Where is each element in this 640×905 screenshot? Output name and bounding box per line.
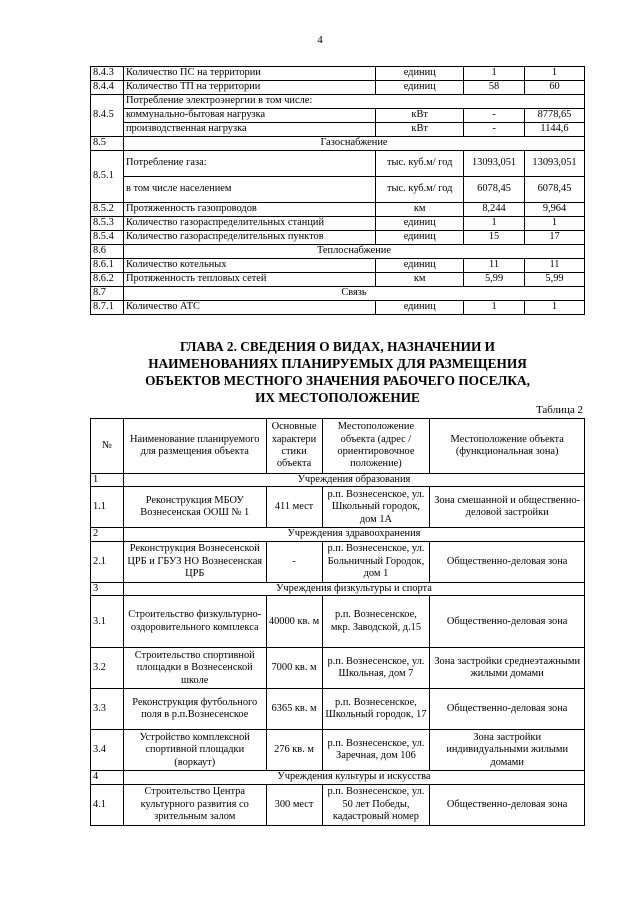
unit: единиц [376,231,464,245]
table-row [91,730,585,771]
value-planned: 1 [525,67,585,81]
object-characteristics: 276 кв. м [266,730,322,771]
unit: км [376,203,464,217]
section-title: Учреждения физкультуры и спорта [123,582,584,595]
indicator-name: Количество газораспределительных станций [123,217,375,231]
row-number: 8.5.2 [91,203,124,217]
table-row [91,541,585,582]
header-location: Местоположение объекта (адрес / ориентировочное положение) [322,419,430,474]
table-row [91,177,585,203]
row-number: 2.1 [91,541,124,582]
table-row [91,648,585,689]
section-title: Учреждения здравоохранения [123,528,584,541]
section-title: Газоснабжение [123,137,584,151]
object-characteristics: 40000 кв. м [266,596,322,648]
table-header-row [91,419,585,474]
table-row [91,67,585,81]
chapter-heading [90,338,585,406]
indicators-table [90,66,585,315]
table-row [91,123,585,137]
object-name: Строительство спортивной площадки в Вознесенской школе [123,648,266,689]
section-row [91,582,585,595]
unit: км [376,273,464,287]
table-row [91,487,585,528]
value-current: 6078,45 [464,177,525,203]
object-location: р.п. Вознесенское, ул. Школьный городок, дом 1А [322,487,430,528]
object-location: р.п. Вознесенское, ул. Больничный Городок, дом 1 [322,541,430,582]
table-row [91,151,585,177]
functional-zone: Общественно-деловая зона [430,784,585,825]
section-title: Учреждения образования [123,474,584,487]
unit: тыс. куб.м/ год [376,177,464,203]
object-location: р.п. Вознесенское, Школьный городок, 17 [322,689,430,730]
value-current: 15 [464,231,525,245]
row-number: 4 [91,771,124,784]
table-row [91,301,585,315]
row-number: 3.2 [91,648,124,689]
header-num: № [91,419,124,474]
object-name: Реконструкция Вознесенской ЦРБ и ГБУЗ НО Вознесенская ЦРБ [123,541,266,582]
indicator-name: коммунально-бытовая нагрузка [123,109,375,123]
indicator-name: Количество ТП на территории [123,81,375,95]
planned-objects-table [90,418,585,826]
indicator-name: Потребление газа: [123,151,375,177]
row-number: 8.6 [91,245,124,259]
row-number: 8.6.2 [91,273,124,287]
object-characteristics: 6365 кв. м [266,689,322,730]
functional-zone: Общественно-деловая зона [430,541,585,582]
table-row [91,231,585,245]
row-number: 3 [91,582,124,595]
object-characteristics: 7000 кв. м [266,648,322,689]
value-current: 1 [464,301,525,315]
section-title: Связь [123,287,584,301]
table-row [91,109,585,123]
indicator-name: Количество газораспределительных пунктов [123,231,375,245]
unit: единиц [376,259,464,273]
unit: тыс. куб.м/ год [376,151,464,177]
value-current: - [464,123,525,137]
row-number: 8.7.1 [91,301,124,315]
value-current: 1 [464,67,525,81]
indicators-table-body [91,67,585,315]
row-number: 8.5.4 [91,231,124,245]
row-number: 2 [91,528,124,541]
indicator-name: Количество ПС на территории [123,67,375,81]
object-name: Строительство Центра культурного развития со зрительным залом [123,784,266,825]
value-current: 5,99 [464,273,525,287]
section-title: Учреждения культуры и искусства [123,771,584,784]
chapter-heading-line: ГЛАВА 2. СВЕДЕНИЯ О ВИДАХ, НАЗНАЧЕНИИ И [180,339,495,354]
object-name: Строительство физкультурно-оздоровительного комплекса [123,596,266,648]
chapter-heading-line: ОБЪЕКТОВ МЕСТНОГО ЗНАЧЕНИЯ РАБОЧЕГО ПОСЕЛКА, [145,373,530,388]
indicator-name: Потребление электроэнергии в том числе: [123,95,584,109]
value-current: - [464,109,525,123]
indicator-name: Количество котельных [123,259,375,273]
object-characteristics: 411 мест [266,487,322,528]
table-row [91,273,585,287]
functional-zone: Зона застройки среднеэтажными жилыми домами [430,648,585,689]
functional-zone: Общественно-деловая зона [430,596,585,648]
section-row [91,287,585,301]
chapter-heading-line: ИХ МЕСТОПОЛОЖЕНИЕ [255,390,420,405]
header-zone: Местоположение объекта (функциональная зона) [430,419,585,474]
functional-zone: Общественно-деловая зона [430,689,585,730]
object-location: р.п. Вознесенское, ул. Школьная, дом 7 [322,648,430,689]
value-planned: 1 [525,217,585,231]
section-row [91,137,585,151]
unit: кВт [376,109,464,123]
table-row [91,689,585,730]
table-row [91,95,585,109]
object-location: р.п. Вознесенское, ул. Заречная, дом 106 [322,730,430,771]
object-characteristics: - [266,541,322,582]
table-caption: Таблица 2 [535,404,583,416]
row-number: 8.7 [91,287,124,301]
unit: единиц [376,67,464,81]
section-title: Теплоснабжение [123,245,584,259]
value-planned: 5,99 [525,273,585,287]
unit: единиц [376,81,464,95]
value-planned: 6078,45 [525,177,585,203]
row-number: 3.3 [91,689,124,730]
table-row [91,784,585,825]
table-row [91,81,585,95]
row-number: 8.5.3 [91,217,124,231]
chapter-heading-line: НАИМЕНОВАНИЯХ ПЛАНИРУЕМЫХ ДЛЯ РАЗМЕЩЕНИЯ [148,356,527,371]
indicator-name: Протяженность газопроводов [123,203,375,217]
value-planned: 9,964 [525,203,585,217]
value-current: 11 [464,259,525,273]
table-row [91,217,585,231]
table-row [91,203,585,217]
value-planned: 8778,65 [525,109,585,123]
header-characteristics: Основные характери стики объекта [266,419,322,474]
indicator-name: Протяженность тепловых сетей [123,273,375,287]
row-number: 8.5 [91,137,124,151]
indicator-name: производственная нагрузка [123,123,375,137]
object-name: Устройство комплексной спортивной площадки (воркаут) [123,730,266,771]
functional-zone: Зона застройки индивидуальными жилыми домами [430,730,585,771]
header-name: Наименование планируемого для размещения объекта [123,419,266,474]
row-number: 3.1 [91,596,124,648]
object-name: Реконструкция МБОУ Вознесенская ООШ № 1 [123,487,266,528]
functional-zone: Зона смешанной и общественно-деловой застройки [430,487,585,528]
row-number: 8.6.1 [91,259,124,273]
indicator-name: в том числе населением [123,177,375,203]
planned-objects-table-body [91,474,585,826]
value-current: 13093,051 [464,151,525,177]
row-number: 8.5.1 [91,151,124,203]
section-row [91,245,585,259]
object-location: р.п. Вознесенское, ул. 50 лет Победы, кадастровый номер [322,784,430,825]
indicator-name: Количество АТС [123,301,375,315]
object-characteristics: 300 мест [266,784,322,825]
row-number: 1 [91,474,124,487]
section-row [91,771,585,784]
object-name: Реконструкция футбольного поля в р.п.Вознесенское [123,689,266,730]
row-number: 8.4.3 [91,67,124,81]
section-row [91,474,585,487]
row-number: 8.4.5 [91,95,124,137]
unit: кВт [376,123,464,137]
value-planned: 17 [525,231,585,245]
row-number: 3.4 [91,730,124,771]
section-row [91,528,585,541]
value-planned: 1 [525,301,585,315]
page-number: 4 [317,34,323,46]
table-row [91,596,585,648]
unit: единиц [376,301,464,315]
value-planned: 60 [525,81,585,95]
value-current: 8,244 [464,203,525,217]
value-planned: 13093,051 [525,151,585,177]
value-current: 1 [464,217,525,231]
row-number: 8.4.4 [91,81,124,95]
value-planned: 1144,6 [525,123,585,137]
table-row [91,259,585,273]
value-current: 58 [464,81,525,95]
row-number: 1.1 [91,487,124,528]
unit: единиц [376,217,464,231]
value-planned: 11 [525,259,585,273]
row-number: 4.1 [91,784,124,825]
object-location: р.п. Вознесенское, мкр. Заводской, д.15 [322,596,430,648]
